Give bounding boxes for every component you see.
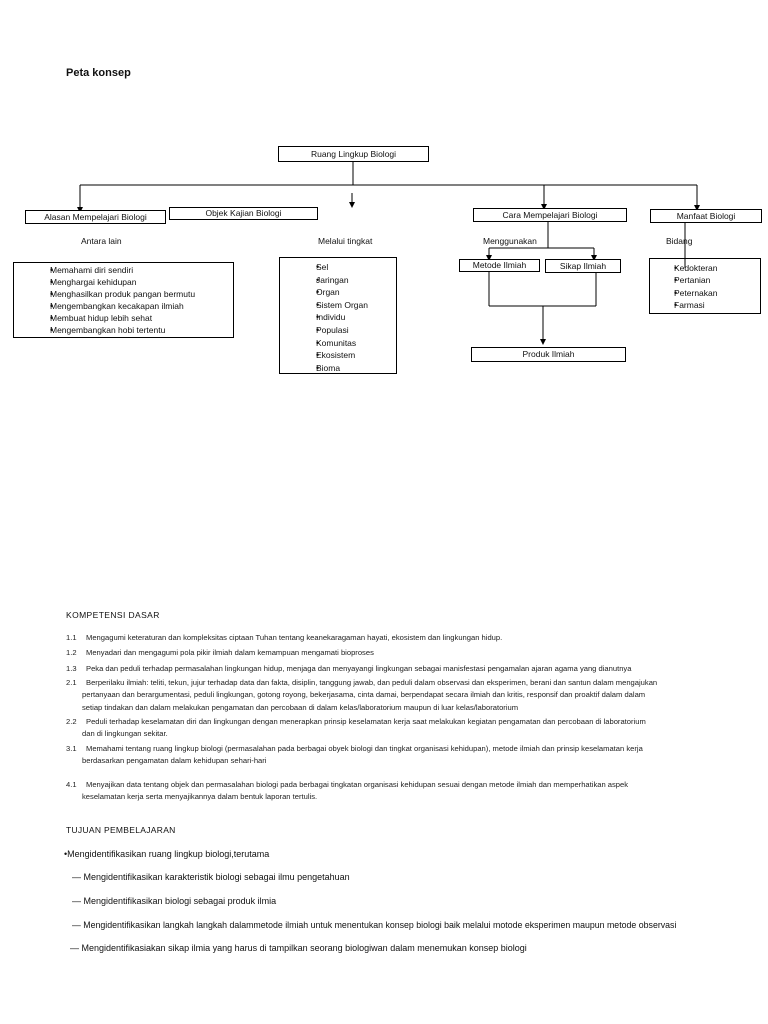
objek-item: • Organ — [280, 286, 396, 299]
kompetensi-number: 1.2 — [66, 648, 77, 657]
manfaat-list — [649, 258, 761, 314]
manfaat-item: • Peternakan — [650, 287, 760, 299]
tujuan-item-text: Mengidentifikasikan biologi sebagai produk ilmia — [83, 896, 277, 906]
kompetensi-text-line: Memahami tentang ruang lingkup biologi (permasalahan pada berbagai obyek biologi dan tingkat organisasi kehidupan), metode ilmiah dan prinsip keselamatan kerja — [86, 744, 643, 753]
tujuan-intro — [64, 849, 269, 859]
kompetensi-number: 2.1 — [66, 678, 77, 687]
node-produk-ilmiah: Produk Ilmiah — [471, 347, 626, 362]
kompetensi-item — [66, 743, 706, 768]
alasan-item: • Membuat hidup lebih sehat — [14, 312, 233, 324]
tujuan-item-text: Mengidentifikasiakan sikap ilmia yang harus di tampilkan seorang biologiwan dalam menemukan konsep biologi — [81, 943, 527, 953]
kompetensi-text-line: keselamatan kerja serta menyajikannya dalam bentuk laporan tertulis. — [82, 792, 318, 802]
connector-label-alasan: Antara lain — [81, 236, 122, 246]
node-manfaat: Manfaat Biologi — [650, 209, 762, 223]
kompetensi-item — [66, 663, 706, 675]
dash-marker: — — [72, 920, 81, 930]
tujuan-item — [72, 896, 276, 906]
objek-list — [279, 257, 397, 374]
kompetensi-number: 1.1 — [66, 633, 77, 642]
objek-item: • Populasi — [280, 324, 396, 337]
node-metode-ilmiah: Metode Ilmiah — [459, 259, 540, 272]
kompetensi-item — [66, 779, 706, 804]
kompetensi-number: 1.3 — [66, 664, 77, 673]
tujuan-item-text: Mengidentifikasikan karakteristik biologi sebagai ilmu pengetahuan — [83, 872, 350, 882]
tujuan-item — [72, 872, 350, 882]
connector-label-cara: Menggunakan — [483, 236, 537, 246]
kompetensi-text-line: Peka dan peduli terhadap permasalahan lingkungan hidup, menjaga dan menyayangi lingkungan sebagai manisfestasi pengamalan ajaran agama yang dianutnya — [86, 664, 632, 673]
tujuan-item-text: Mengidentifikasikan langkah langkah dalammetode ilmiah untuk menentukan konsep biologi baik melalui motode eksperimen maupun metode observasi — [83, 920, 677, 930]
tujuan-item — [72, 920, 676, 930]
kompetensi-item — [66, 632, 706, 644]
alasan-item: • Mengembangkan kecakapan ilmiah — [14, 300, 233, 312]
objek-item: • Komunitas — [280, 337, 396, 350]
alasan-item: • Memahami diri sendiri — [14, 264, 233, 276]
kompetensi-text-line: Mengagumi keteraturan dan kompleksitas ciptaan Tuhan tentang keanekaragaman hayati, ekosistem dan lingkungan hidup. — [86, 633, 503, 642]
dash-marker: — — [72, 896, 81, 906]
connector-label-manfaat: Bidang — [666, 236, 693, 246]
kompetensi-text-line: setiap tindakan dan dalam melakukan pengamatan dan percobaan di dalam kelas/laboratorium maupun di luar kelas/laboratorium — [82, 702, 519, 712]
kompetensi-text-line: Menyajikan data tentang objek dan permasalahan biologi pada berbagai tingkatan organisasi kehidupan sesuai dengan metode ilmiah dan memperhatikan aspek — [86, 780, 629, 789]
kompetensi-heading: KOMPETENSI DASAR — [66, 610, 160, 620]
manfaat-item: • Farmasi — [650, 299, 760, 311]
kompetensi-item — [66, 647, 706, 659]
tujuan-intro-text: Mengidentifikasikan ruang lingkup biologi,terutama — [67, 849, 270, 859]
kompetensi-text-line: Berperilaku ilmiah: teliti, tekun, jujur terhadap data dan fakta, disiplin, tanggung jawab, dan peduli dalam observasi dan eksperimen, berani dan santun dalam mengajukan — [86, 678, 658, 687]
dash-marker: — — [70, 943, 79, 953]
kompetensi-text-line: Menyadari dan mengagumi pola pikir ilmiah dalam kemampuan mengamati bioproses — [86, 648, 374, 657]
node-cara: Cara Mempelajari Biologi — [473, 208, 627, 222]
kompetensi-text-line: dan di lingkungan sekitar. — [82, 729, 168, 739]
dash-marker: — — [72, 872, 81, 882]
kompetensi-text-line: Peduli terhadap keselamatan diri dan lingkungan dengan menerapkan prinsip keselamatan kerja saat melakukan kegiatan pengamatan dan percobaan di laboratorium — [86, 717, 646, 726]
manfaat-item: • Kedokteran — [650, 262, 760, 274]
alasan-item: • Mengembangkan hobi tertentu — [14, 324, 233, 336]
objek-item: • Ekosistem — [280, 349, 396, 362]
connector-label-objek: Melalui tingkat — [318, 236, 373, 246]
kompetensi-number: 4.1 — [66, 780, 77, 789]
kompetensi-text-line: berdasarkan pengamatan dalam kehidupan sehari-hari — [82, 756, 267, 766]
page-title: Peta konsep — [66, 67, 131, 79]
kompetensi-text-line: pertanyaan dan berargumentasi, peduli lingkungan, gotong royong, bekerjasama, cinta damai, berpendapat secara ilmiah dan kritis, responsif dan proaktif dalam dalam — [82, 690, 646, 700]
objek-item: • Sistem Organ — [280, 299, 396, 312]
node-alasan: Alasan Mempelajari Biologi — [25, 210, 166, 224]
kompetensi-item — [66, 716, 706, 741]
tujuan-item — [70, 943, 527, 953]
manfaat-item: • Pertanian — [650, 274, 760, 286]
kompetensi-number: 2.2 — [66, 717, 77, 726]
alasan-item: • Menghasilkan produk pangan bermutu — [14, 288, 233, 300]
node-objek: Objek Kajian Biologi — [169, 207, 318, 220]
objek-item: • Jaringan — [280, 274, 396, 287]
bullet-marker: • — [64, 849, 68, 859]
objek-item: • Sel — [280, 261, 396, 274]
kompetensi-number: 3.1 — [66, 744, 77, 753]
objek-item: • Individu — [280, 311, 396, 324]
root-node: Ruang Lingkup Biologi — [278, 146, 429, 162]
objek-item: • Bioma — [280, 362, 396, 375]
node-sikap-ilmiah: Sikap Ilmiah — [545, 259, 621, 273]
alasan-list — [13, 262, 234, 338]
kompetensi-item — [66, 677, 706, 714]
alasan-item: • Menghargai kehidupan — [14, 276, 233, 288]
tujuan-heading: TUJUAN PEMBELAJARAN — [66, 825, 176, 835]
